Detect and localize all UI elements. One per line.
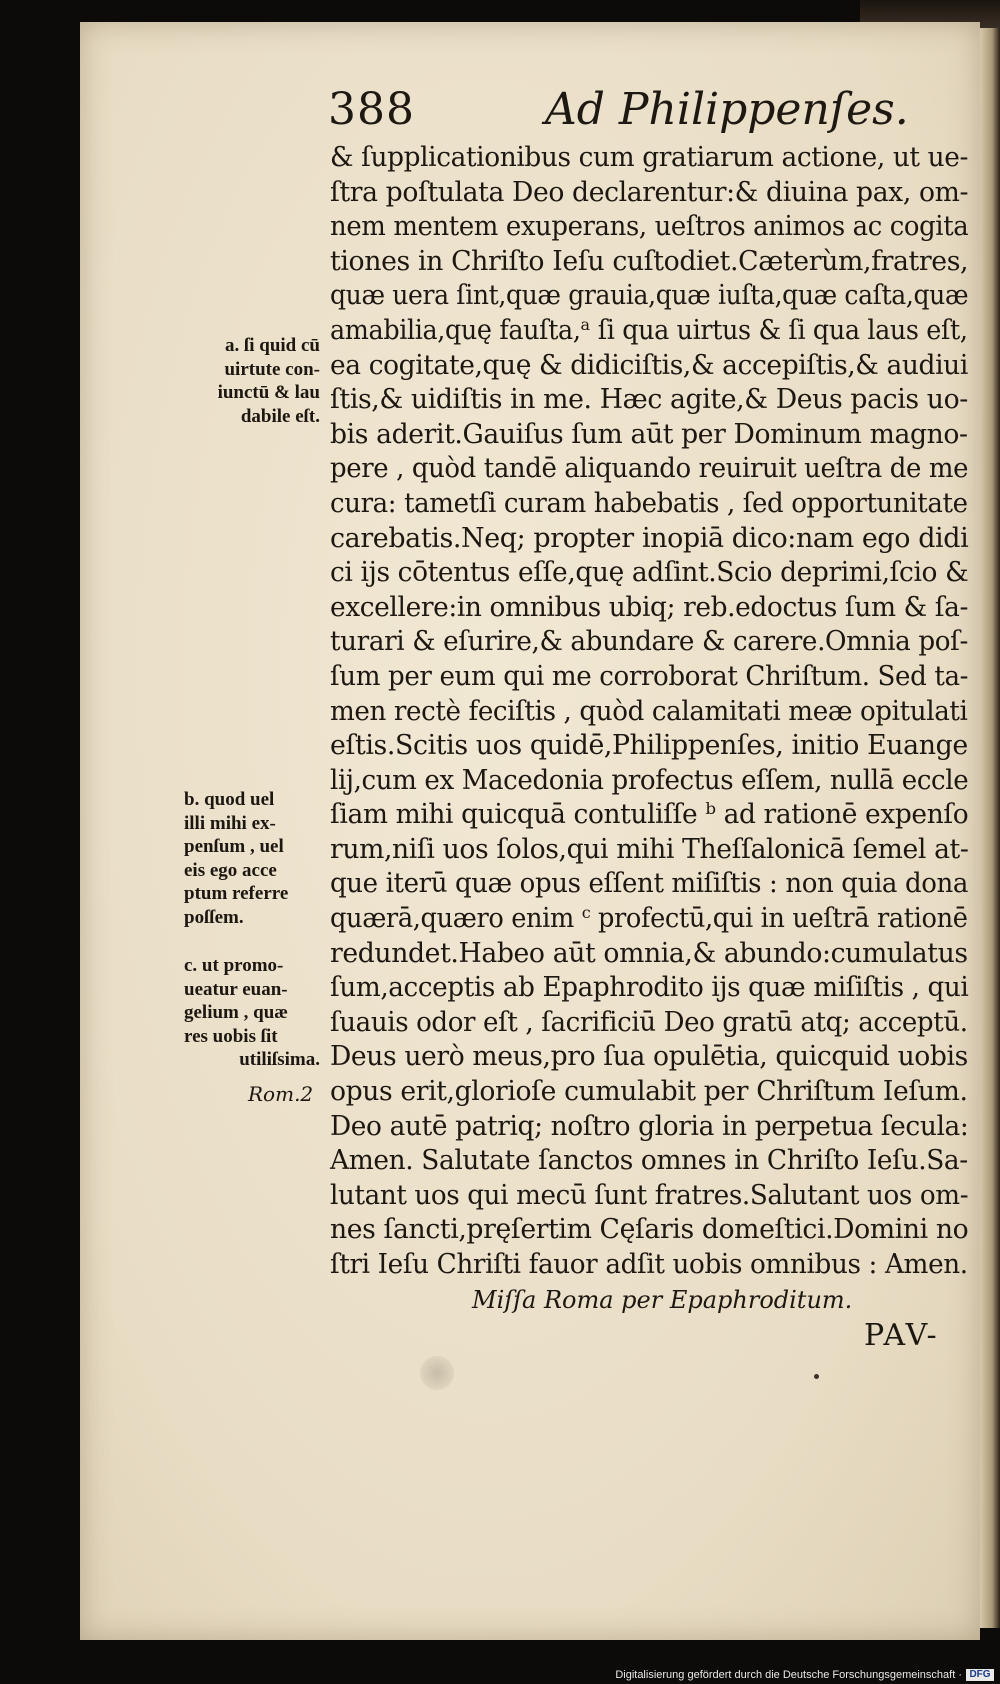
margin-note-line: iunctū & lau (217, 382, 320, 403)
margin-note-line: c. ut promo- (184, 955, 284, 976)
text-line: ſum per eum qui me corroborat Chriſtum. Sed ta- (330, 659, 969, 692)
text-line: men rectè feciſtis , quòd calamitati meæ opitulati (330, 694, 968, 727)
margin-reference: Rom.2 (248, 1082, 314, 1106)
text-line: quæ uera ſint,quæ grauia,quæ iuſta,quæ caſta,quæ (330, 279, 969, 312)
text-line: & ſupplicationibus cum gratiarum actione, ut ue- (330, 141, 969, 173)
subscription: Miſſa Roma per Epaphroditum. (472, 1286, 853, 1314)
text-line: tiones in Chriſto Ieſu cuſtodiet.Cæterùm,fratres, (330, 244, 969, 277)
dfg-logo: DFG (966, 1669, 994, 1681)
margin-note-line: b. quod uel (184, 789, 275, 810)
margin-note-c (184, 954, 320, 1072)
margin-note-b (184, 788, 320, 929)
text-line: ſuauis odor eſt , ſacrificiū Deo gratū atq; acceptū. (330, 1005, 968, 1038)
text-line: ſiam mihi quicquā contuliſſe ᵇ ad rationē expenſo (330, 798, 969, 831)
margin-note-line: ptum referre (184, 883, 289, 904)
margin-note-line: eis ego acce (184, 859, 277, 881)
text-line: lij,cum ex Macedonia profectus eſſem, nullā eccle (330, 763, 969, 796)
text-line: Amen. Salutate ſanctos omnes in Chriſto Ieſu.Sa- (330, 1144, 968, 1177)
margin-note-line: dabile eſt. (240, 405, 320, 427)
ink-dot (814, 1374, 819, 1379)
text-line: ſum,acceptis ab Epaphrodito ijs quæ miſiſtis , qui (330, 971, 969, 1004)
text-line: que iterū quæ opus eſſent miſiſtis : non quia dona (330, 867, 969, 900)
text-line: quærā,quæro enim ᶜ profectū,qui in ueſtrā rationē (330, 902, 968, 935)
margin-note-line: uirtute con- (224, 358, 320, 380)
text-line: Deus uerò meus,pro ſua opulētia, quicquid uobis (330, 1040, 968, 1073)
text-line: nem mentem exuperans, ueſtros animos ac cogita (330, 210, 969, 243)
running-title: Ad Philippenſes. (545, 84, 909, 135)
text-line: carebatis.Neq; propter inopiā dico:nam ego didi (330, 521, 969, 554)
footer-credit: Digitalisierung gefördert durch die Deutsche Forschungsgemeinschaft · (615, 1669, 962, 1681)
margin-note-line: poſſem. (184, 906, 244, 928)
page-number: 388 (328, 84, 415, 135)
catchword: PAV- (864, 1318, 939, 1353)
text-line: cura: tametſi curam habebatis , ſed opportunitate (330, 486, 968, 519)
margin-note-line: utiliſsima. (239, 1049, 320, 1070)
text-line: bis aderit.Gauiſus ſum aūt per Dominum magno- (330, 417, 968, 450)
text-line: ea cogitate,quę & didiciſtis,& accepiſtis,& audiui (330, 348, 968, 381)
margin-note-line: res uobis ſit (184, 1025, 278, 1047)
text-line: ſtri Ieſu Chriſti fauor adſit uobis omnibus : Amen. (330, 1248, 968, 1280)
text-line: opus erit,glorioſe cumulabit per Chriſtum Ieſum. (330, 1075, 968, 1108)
margin-note-line: illi mihi ex- (184, 812, 276, 834)
margin-note-line: gelium , quæ (184, 1002, 288, 1023)
text-line: ſtis,& uidiſtis in me. Hæc agite,& Deus pacis uo- (330, 383, 968, 416)
main-text (330, 140, 968, 1282)
text-line: Deo autē patriq; noſtro gloria in perpetua ſecula: (330, 1109, 969, 1142)
margin-note-line: ueatur euan- (184, 978, 288, 1000)
text-line: rum,niſi uos ſolos,qui mihi Theſſalonicā ſemel at- (330, 832, 969, 865)
text-line: amabilia,quę fauſta,ᵃ ſi qua uirtus & ſi qua laus eſt, (330, 313, 968, 346)
text-line: lutant uos qui mecū ſunt fratres.Salutant uos om- (330, 1178, 969, 1211)
text-line: ci ijs cōtentus eſſe,quę adſint.Scio deprimi,ſcio & (330, 556, 969, 589)
text-line: pere , quòd tandē aliquando reuiruit ueſtra de me (330, 452, 969, 485)
text-line: eſtis.Scitis uos quidē,Philippenſes, initio Euange (330, 729, 968, 762)
text-line: ſtra poſtulata Deo declarentur:& diuina pax, om- (330, 175, 969, 208)
page-edge (980, 28, 1000, 1628)
text-line: nes ſancti,pręſertim Cęſaris domeſtici.Domini no (330, 1213, 969, 1246)
margin-note-line: a. ſi quid cū (224, 335, 320, 356)
margin-note-line: penſum , uel (184, 836, 284, 857)
page-stain (420, 1356, 454, 1390)
text-line: excellere:in omnibus ubiq; reb.edoctus ſum & ſa- (330, 590, 969, 623)
text-line: redundet.Habeo aūt omnia,& abundo:cumulatus (330, 936, 968, 969)
margin-note-a (184, 334, 320, 428)
text-line: turari & eſurire,& abundare & carere.Omnia poſ- (330, 625, 968, 658)
